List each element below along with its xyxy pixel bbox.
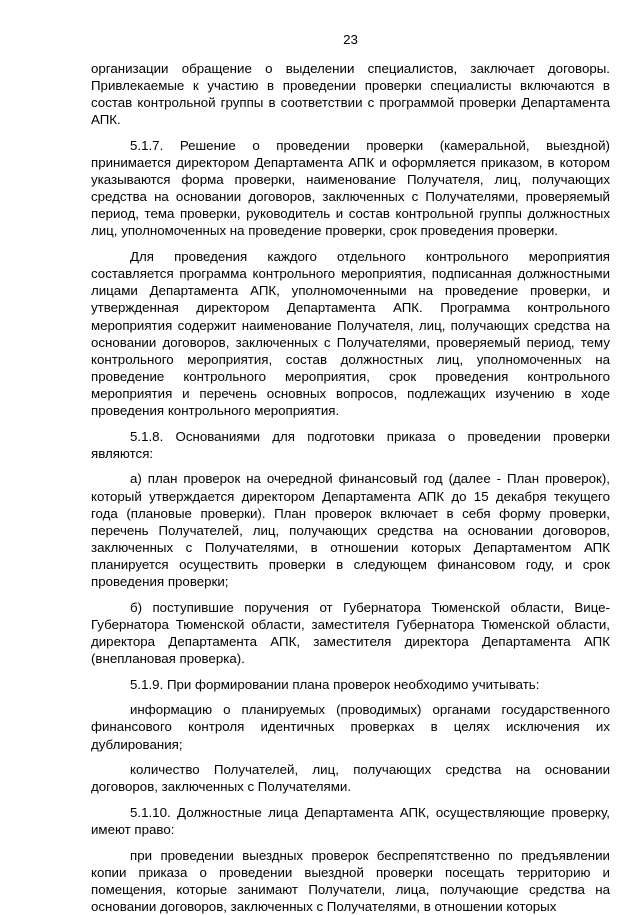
paragraph: 5.1.9. При формировании плана проверок необходимо учитывать: — [130, 676, 540, 692]
paragraph: при проведении выездных проверок беспрепятственно по предъявлении копии приказа о проведении выездной проверки посещать территорию и помещения, которые занимают Получатели, лица, получающие средства на основании договоров, заключенных с Получателями, в отношении которых — [91, 847, 610, 915]
paragraph: а) план проверок на очередной финансовый год (далее - План проверок), который утверждается директором Департамента АПК до 15 декабря текущего года (плановые проверки). План проверок включает в себя форму проверки, перечень Получателей, лиц, получающих средства на основании договоров, заключенных с Получателями, в отношении которых Департаментом АПК планируется осуществить проверки в следующем финансовом году, и срок проведения проверки; — [91, 471, 610, 589]
paragraph: информацию о планируемых (проводимых) органами государственного финансового контроля идентичных проверках в целях исключения их дублирования; — [91, 702, 610, 752]
paragraph: количество Получателей, лиц, получающих средства на основании договоров, заключенных с Получателями. — [91, 762, 610, 795]
page-number: 23 — [343, 32, 358, 47]
paragraph: 5.1.8. Основаниями для подготовки приказа о проведении проверки являются: — [91, 428, 610, 461]
paragraph: организации обращение о выделении специалистов, заключает договоры. Привлекаемые к участию в проведении проверки специалисты включаются в состав контрольной группы в соответствии с программой проверки Департамента АПК. — [91, 61, 610, 128]
paragraph: 5.1.10. Должностные лица Департамента АПК, осуществляющие проверку, имеют право: — [91, 805, 610, 838]
document-body — [91, 60, 610, 915]
paragraph: 5.1.7. Решение о проведении проверки (камеральной, выездной) принимается директором Департамента АПК и оформляется приказом, в котором указываются форма проверки, наименование Получателя, лиц, получающих средства на основании договоров, заключенных с Получателями, проверяемый период, тема проверки, руководитель и состав контрольной группы должностных лиц, уполномоченных на проведение проверки, срок проведения проверки. — [91, 137, 610, 239]
paragraph: Для проведения каждого отдельного контрольного мероприятия составляется программа контрольного мероприятия, подписанная должностными лицами Департамента АПК, уполномоченными на проведение проверки, и утвержденная директором Департамента АПК. Программа контрольного мероприятия содержит наименование Получателя, лиц, получающих средства на основании договоров, заключенных с Получателями, проверяемый период, тему контрольного мероприятия, состав должностных лиц, уполномоченных на проведение контрольного мероприятия, срок проведения контрольного мероприятия и перечень основных вопросов, подлежащих изучению в ходе проведения контрольного мероприятия. — [91, 249, 610, 418]
paragraph: б) поступившие поручения от Губернатора Тюменской области, Вице-Губернатора Тюменской области, заместителя Губернатора Тюменской области, директора Департамента АПК, заместителя директора Департамента АПК (внеплановая проверка). — [91, 599, 610, 666]
